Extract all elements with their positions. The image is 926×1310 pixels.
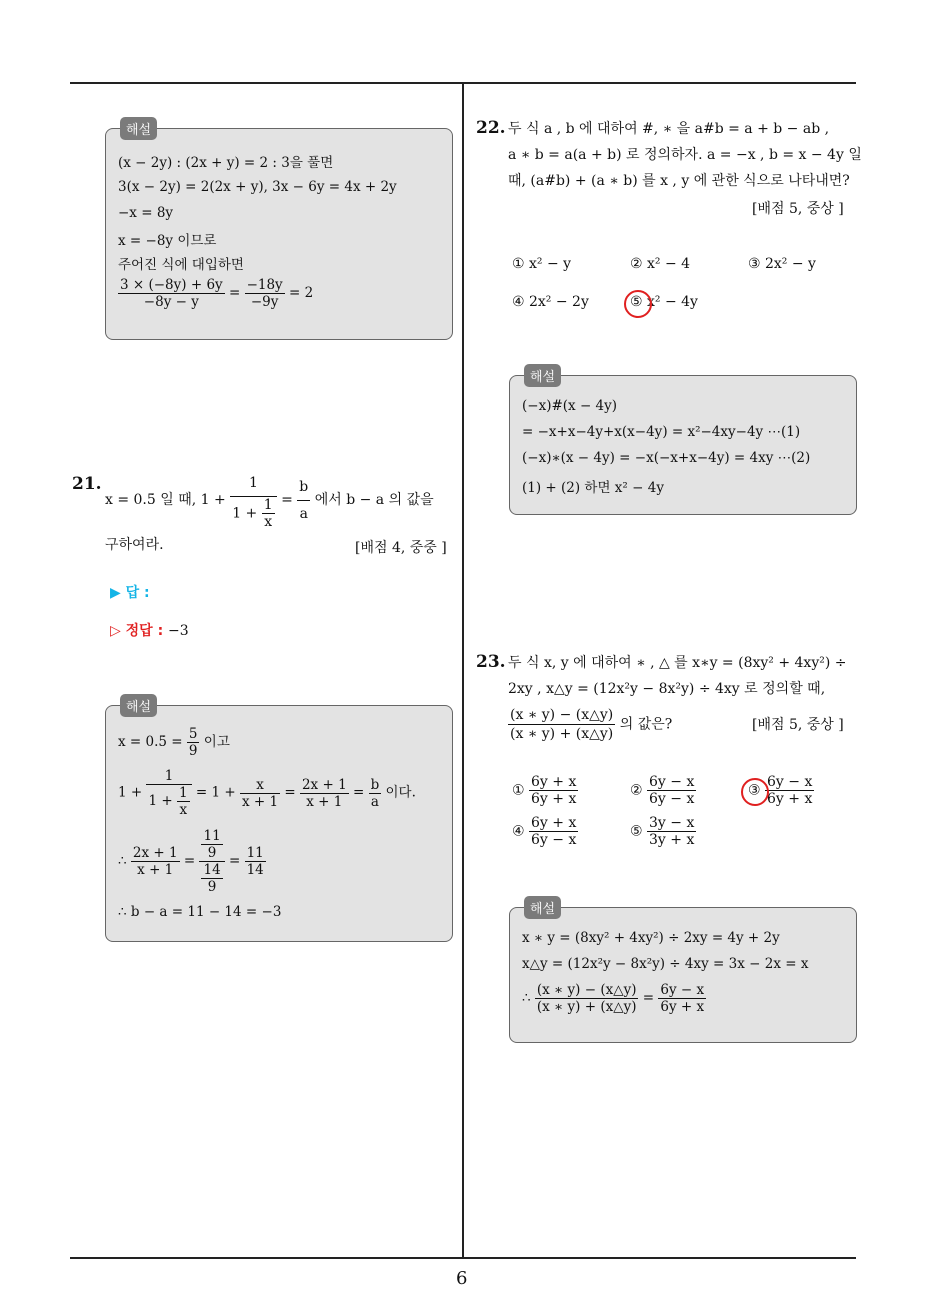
choice-2[interactable]: ② x² − 4 (630, 256, 691, 272)
choice-4[interactable]: ④ $\frac{6y + x}{6y - x}$ (512, 815, 577, 848)
solution-fraction-line: $\frac{3 \times (-8y) + 6y}{-8y - y}$ = $\frac{-18y}{-9y}$ = 2 (120, 277, 314, 310)
choice-1[interactable]: ① x² − y (512, 256, 572, 272)
points-label: [배점 5, 중상 ] (752, 201, 844, 217)
solution-line: 3(x − 2y) = 2(2x + y), 3x − 6y = 4x + 2y (118, 179, 397, 195)
fraction: $\frac{b}{a}$ (297, 474, 310, 527)
solution-line: 1 + 1 1 + $\frac{1}{x}$ = 1 + $\frac{x}{x + 1}$ = $\frac{2x + 1}{x + 1}$ = $\frac{b}{a}$ 이다. (118, 768, 416, 818)
question-23-line: 2xy , x△y = (12x²y − 8x²y) ÷ 4xy 로 정의할 때, (508, 681, 826, 697)
solution-line: 주어진 식에 대입하면 (118, 257, 244, 273)
choice-2[interactable]: ② $\frac{6y - x}{6y - x}$ (630, 774, 695, 807)
solution-line: x = −8y 이므로 (118, 233, 217, 249)
solution-line: x = 0.5̇ = $\frac{5}{9}$ 이고 (118, 726, 230, 759)
selected-answer-circle (624, 290, 652, 318)
correct-answer-label: ▷ 정답 : −3 (110, 623, 189, 639)
question-number-21: 21. (72, 474, 102, 494)
question-23-line: 두 식 x, y 에 대하여 ∗ , △ 를 x∗y = (8xy² + 4xy²) ÷ (508, 655, 847, 671)
question-21-text: x = 0.5̇ 일 때, 1 + 1 1 + $\frac{1}{x}$ = $\frac{b}{a}$ 에서 b − a 의 값을 (105, 470, 434, 530)
solution-line: = −x+x−4y+x(x−4y) = x²−4xy−4y ⋯(1) (522, 424, 801, 440)
solution-line: x△y = (12x²y − 8x²y) ÷ 4xy = 3x − 2x = x (522, 956, 809, 972)
solution-line: (−x)#(x − 4y) (522, 398, 618, 414)
fraction: $\frac{3 \times (-8y) + 6y}{-8y - y}$ (120, 277, 223, 310)
solution-fraction-line: ∴ $\frac{(x ∗ y) - (x\triangle y)}{(x ∗ y) + (x\triangle y)}$ = $\frac{6y - x}{6y + x}$ (522, 982, 705, 1015)
solution-tag: 해설 (524, 896, 561, 919)
points-label: [배점 5, 중상 ] (752, 717, 844, 733)
solution-line: ∴ b − a = 11 − 14 = −3 (118, 904, 282, 920)
solution-box-20 (105, 123, 453, 340)
solution-box-23 (509, 902, 857, 1043)
solution-line: (1) + (2) 하면 x² − 4y (522, 480, 664, 496)
selected-answer-circle (741, 778, 769, 806)
solution-box-21 (105, 700, 453, 942)
question-22-line: a ∗ b = a(a + b) 로 정의하자. a = −x , b = x − 4y 일 (508, 147, 862, 163)
question-22-line: 때, (a#b) + (a ∗ b) 를 x , y 에 관한 식으로 나타내면? (508, 173, 850, 189)
correct-answer-value: −3 (168, 623, 189, 639)
choice-5[interactable]: ⑤ $\frac{3y - x}{3y + x}$ (630, 815, 695, 848)
solution-tag: 해설 (120, 694, 157, 717)
choice-3[interactable]: ③ 2x² − y (748, 256, 816, 272)
fraction: 1 1 + $\frac{1}{x}$ (230, 470, 276, 530)
solution-line: −x = 8y (118, 205, 174, 221)
points-label: [배점 4, 중중 ] (355, 540, 447, 556)
answer-label: ▶ 답 : (110, 585, 150, 601)
solution-line: x ∗ y = (8xy² + 4xy²) ÷ 2xy = 4y + 2y (522, 930, 780, 946)
choice-4[interactable]: ④ 2x² − 2y (512, 294, 589, 310)
choice-3[interactable]: ③ $\frac{6y - x}{6y + x}$ (748, 774, 813, 807)
question-23-fraction: $\frac{(x ∗ y) - (x\triangle y)}{(x ∗ y) + (x\triangle y)}$ 의 값은? (510, 707, 673, 742)
solution-tag: 해설 (120, 117, 157, 140)
solution-line: (x − 2y) : (2x + y) = 2 : 3을 풀면 (118, 155, 334, 171)
question-number-22: 22. (476, 118, 506, 138)
choice-5[interactable]: ⑤ x² − 4y (630, 294, 698, 310)
page-number: 6 (456, 1268, 468, 1289)
question-number-23: 23. (476, 652, 506, 672)
bottom-rule (70, 1257, 856, 1259)
question-21-text-cont: 구하여라. (105, 537, 164, 553)
solution-box-22 (509, 370, 857, 515)
question-22-line: 두 식 a , b 에 대하여 #, ∗ 을 a#b = a + b − ab , (508, 121, 830, 137)
solution-tag: 해설 (524, 364, 561, 387)
choice-1[interactable]: ① $\frac{6y + x}{6y + x}$ (512, 774, 577, 807)
fraction: $\frac{-18y}{-9y}$ (246, 277, 283, 310)
solution-line: (−x)∗(x − 4y) = −x(−x+x−4y) = 4xy ⋯(2) (522, 450, 811, 466)
solution-line: ∴ $\frac{2x + 1}{x + 1}$ = $\frac{\frac{11}{9}}{\frac{14}{9}}$ = $\frac{11}{14}$ (118, 828, 264, 895)
column-divider (462, 82, 464, 1258)
